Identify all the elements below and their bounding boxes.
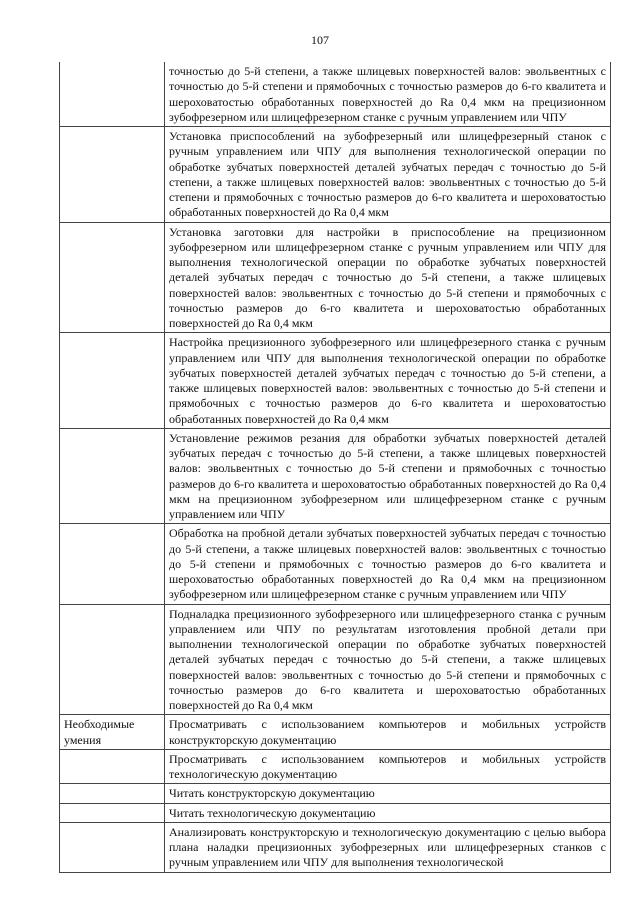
row-text: Просматривать с использованием компьютеров и мобильных устройств технологическую документацию [165,749,611,784]
section-label-skills: Необходимые умения [60,715,165,750]
page-number: 107 [311,33,329,47]
table-row [60,803,611,822]
table-row [60,127,611,223]
row-label [60,62,165,127]
row-text: Настройка прецизионного зубофрезерного или шлицефрезерного станка с ручным управлением или ЧПУ для выполнения технологической операции по обработке зубчатых поверхностей деталей зубчатых передач с точностью до 5-й степени, а также шлицевых поверхностей валов: эвольвентных с точностью до 5-й степени и прямобочных с точностью размеров до 6-го квалитета и шероховатостью обработанных поверхностей до Ra 0,4 мкм [165,333,611,429]
row-label [60,333,165,429]
table-row [60,428,611,524]
row-text: точностью до 5-й степени, а также шлицевых поверхностей валов: эвольвентных с точностью до 5-й степени и прямобочных с точностью размеров до 6-го квалитета и шероховатостью обработанных поверхностей до Ra 0,4 мкм на прецизионном зубофрезерном или шлицефрезерном станке с ручным управлением или ЧПУ [165,62,611,127]
row-text: Установка приспособлений на зубофрезерный или шлицефрезерный станок с ручным управлением или ЧПУ для выполнения технологической операции по обработке зубчатых поверхностей деталей зубчатых передач с точностью до 5-й степени, а также шлицевых поверхностей валов: эвольвентных с точностью до 5-й степени и прямобочных с точностью размеров до 6-го квалитета и шероховатостью обработанных поверхностей до Ra 0,4 мкм [165,127,611,223]
row-label [60,749,165,784]
table-row [60,822,611,872]
table-row [60,784,611,803]
table-row [60,222,611,333]
row-text: Установка заготовки для настройки в приспособление на прецизионном зубофрезерном или шлицефрезерном станке с ручным управлением или ЧПУ для выполнения технологической операции по обработке зубчатых поверхностей деталей зубчатых передач с точностью до 5-й степени, а также шлицевых поверхностей валов: эвольвентных с точностью до 5-й степени и прямобочных с точностью размеров до 6-го квалитета и шероховатостью обработанных поверхностей до Ra 0,4 мкм [165,222,611,333]
table-row [60,715,611,750]
table-row [60,604,611,715]
row-label [60,127,165,223]
table-row [60,333,611,429]
row-label [60,524,165,604]
table-row [60,524,611,604]
row-label [60,428,165,524]
row-text: Подналадка прецизионного зубофрезерного или шлицефрезерного станка с ручным управлением или ЧПУ по результатам изготовления пробной детали при выполнении технологической операции по обработке зубчатых поверхностей деталей зубчатых передач с точностью до 5-й степени, а также шлицевых поверхностей валов: эвольвентных с точностью до 5-й степени и прямобочных с точностью размеров до 6-го квалитета и шероховатостью обработанных поверхностей до Ra 0,4 мкм [165,604,611,715]
table-row [60,62,611,127]
competency-table [59,62,611,873]
row-text: Читать технологическую документацию [165,803,611,822]
row-label [60,604,165,715]
row-text: Просматривать с использованием компьютеров и мобильных устройств конструкторскую документацию [165,715,611,750]
row-label [60,784,165,803]
row-text: Установление режимов резания для обработки зубчатых поверхностей деталей зубчатых передач с точностью до 5-й степени, а также шлицевых поверхностей валов: эвольвентных с точностью до 5-й степени и прямобочных с точностью размеров до 6-го квалитета и шероховатостью обработанных поверхностей до Ra 0,4 мкм на прецизионном зубофрезерном или шлицефрезерном станке с ручным управлением или ЧПУ [165,428,611,524]
row-label [60,803,165,822]
row-label [60,822,165,872]
table-row [60,749,611,784]
row-text: Читать конструкторскую документацию [165,784,611,803]
row-text: Анализировать конструкторскую и технологическую документацию с целью выбора плана наладки прецизионных зубофрезерных или шлицефрезерных станков с ручным управлением или ЧПУ для выполнения технологической [165,822,611,872]
row-text: Обработка на пробной детали зубчатых поверхностей зубчатых передач с точностью до 5-й степени, а также шлицевых поверхностей валов: эвольвентных с точностью до 5-й степени и прямобочных с точностью размеров до 6-го квалитета и шероховатостью обработанных поверхностей до Ra 0,4 мкм на прецизионном зубофрезерном или шлицефрезерном станке с ручным управлением или ЧПУ [165,524,611,604]
row-label [60,222,165,333]
